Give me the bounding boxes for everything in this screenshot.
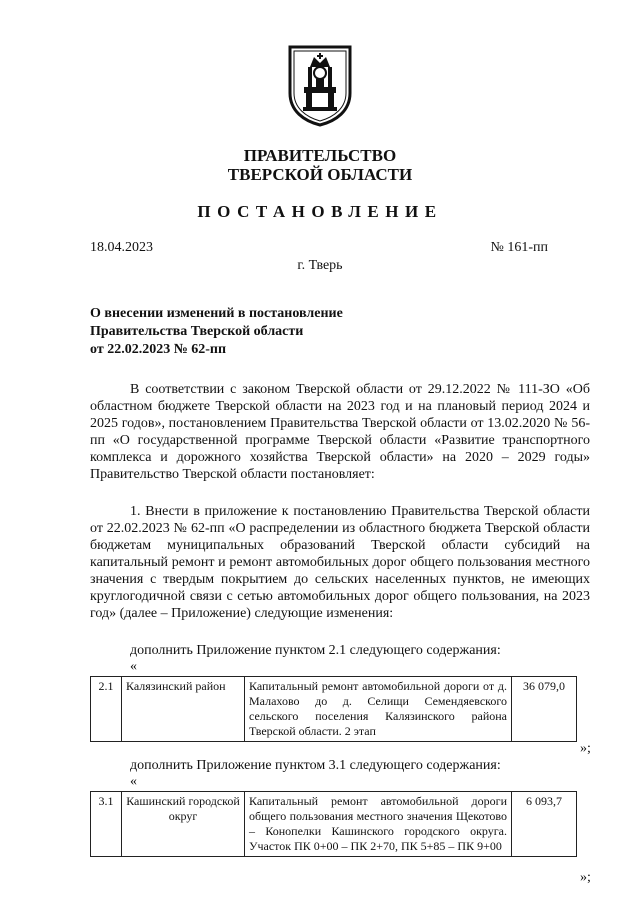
preamble-paragraph: В соответствии с законом Тверской области от 29.12.2022 № 111-ЗО «Об областном бюджете Тверской области на 2023 год и на плановый период 2024 и 2025 годов», постановлением Правительства Тверской области от 13.02.2020 № 56-пп «О государственной программе Тверской области «Развитие транспортного комплекса и дорожного хозяйства Тверской области» на 2020 – 2029 годы» Правительство Тверской области постановляет: <box>90 382 590 482</box>
amendment1-table <box>90 676 577 742</box>
amendment2-open-quote: « <box>130 774 137 789</box>
amendment1-open-quote: « <box>130 659 137 674</box>
document-city: г. Тверь <box>297 258 343 273</box>
document-number: № 161-пп <box>490 240 548 255</box>
document-date: 18.04.2023 <box>90 240 153 255</box>
amendment1-close-quote: »; <box>580 741 591 756</box>
document-subject <box>90 305 343 359</box>
subject-line1: О внесении изменений в постановление <box>90 306 343 321</box>
item1-section <box>90 503 590 622</box>
subject-line2: Правительства Тверской области <box>90 324 304 339</box>
government-name-line1: ПРАВИТЕЛЬСТВО <box>243 146 397 165</box>
table2-sum: 6 093,7 <box>512 792 577 857</box>
table-row <box>91 792 577 857</box>
preamble-section <box>90 381 590 483</box>
amendment2-table <box>90 791 577 857</box>
subject-line3: от 22.02.2023 № 62-пп <box>90 342 227 357</box>
table2-area: Кашинский городской округ <box>122 792 245 857</box>
table-row <box>91 677 577 742</box>
government-name-line2: ТВЕРСКОЙ ОБЛАСТИ <box>227 165 413 184</box>
table1-desc: Капитальный ремонт автомобильной дороги от д. Малахово до д. Селищи Семендяевского сельского поселения Калязинского района Тверской области. 2 этап <box>245 677 512 742</box>
table1-num: 2.1 <box>91 677 122 742</box>
amendment2-intro: дополнить Приложение пунктом 3.1 следующего содержания: <box>130 758 501 773</box>
table2-num: 3.1 <box>91 792 122 857</box>
amendment1-intro: дополнить Приложение пунктом 2.1 следующего содержания: <box>130 643 501 658</box>
amendment2-close-quote: »; <box>580 870 591 885</box>
document-type-title: ПОСТАНОВЛЕНИЕ <box>197 202 443 221</box>
government-name <box>0 146 640 184</box>
coat-of-arms-emblem <box>286 43 354 127</box>
item1-paragraph: 1. Внести в приложение к постановлению Правительства Тверской области от 22.02.2023 № 62-пп «О распределении из областного бюджета Тверской области бюджетам муниципальных образований Тверской области субсидий на капитальный ремонт и ремонт автомобильных дорог общего пользования местного значения с твердым покрытием до сельских населенных пунктов, не имеющих круглогодичной связи с сетью автомобильных дорог общего пользования, на 2023 год» (далее – Приложение) следующие изменения: <box>90 504 590 621</box>
table1-sum: 36 079,0 <box>512 677 577 742</box>
table2-desc: Капитальный ремонт автомобильной дороги общего пользования местного значения Щекотово – Конопелки Кашинского городского округа. Участок ПК 0+00 – ПК 2+70, ПК 5+85 – ПК 9+00 <box>245 792 512 857</box>
table1-area: Калязинский район <box>122 677 245 742</box>
